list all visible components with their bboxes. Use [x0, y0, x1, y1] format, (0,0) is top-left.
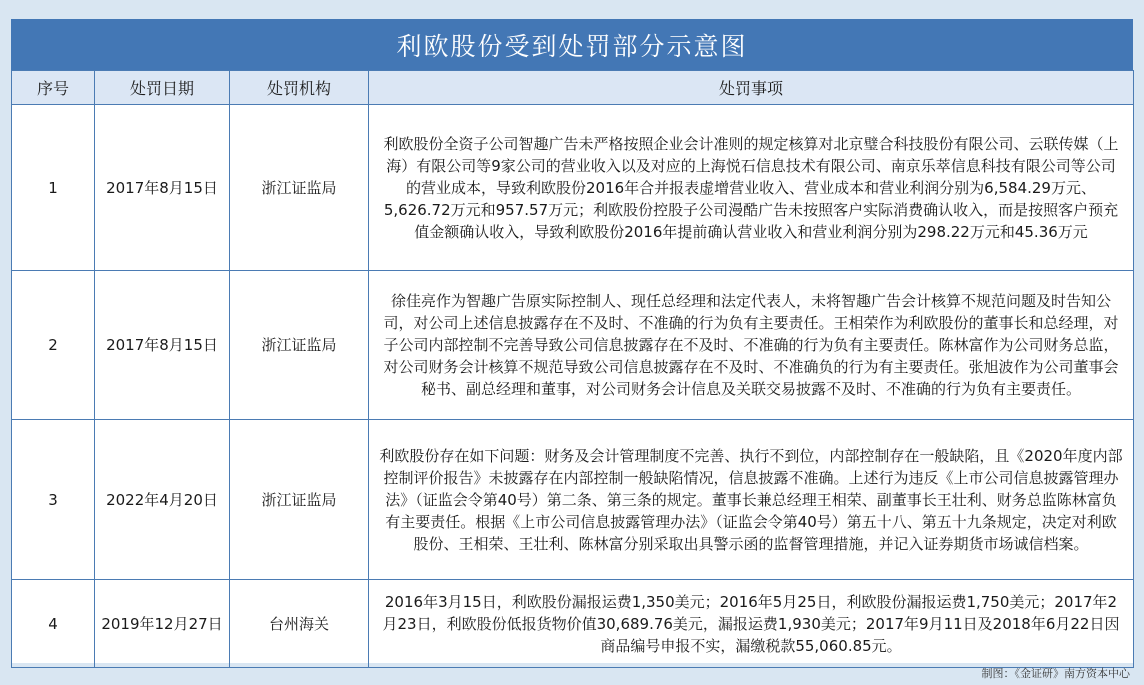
cell-no: 4	[12, 580, 95, 668]
cell-date: 2017年8月15日	[95, 271, 230, 420]
table-row	[12, 105, 1134, 271]
cell-org: 浙江证监局	[230, 105, 369, 271]
header-row	[12, 71, 1134, 105]
cell-org: 台州海关	[230, 580, 369, 668]
table-row	[12, 580, 1134, 668]
cell-org: 浙江证监局	[230, 420, 369, 580]
page-title: 利欧股份受到处罚部分示意图	[11, 19, 1133, 70]
cell-date: 2017年8月15日	[95, 105, 230, 271]
cell-org: 浙江证监局	[230, 271, 369, 420]
header-org: 处罚机构	[230, 71, 369, 105]
table-row	[12, 420, 1134, 580]
cell-no: 1	[12, 105, 95, 271]
cell-no: 3	[12, 420, 95, 580]
table-row	[12, 271, 1134, 420]
cell-detail: 利欧股份全资子公司智趣广告未严格按照企业会计准则的规定核算对北京璧合科技股份有限公司、云联传媒（上海）有限公司等9家公司的营业收入以及对应的上海悦石信息技术有限公司、南京乐萃信息科技有限公司等公司的营业成本，导致利欧股份2016年合并报表虚增营业收入、营业成本和营业利润分别为6,584.29万元、5,626.72万元和957.57万元；利欧股份控股子公司漫酷广告未按照客户实际消费确认收入，而是按照客户预充值金额确认收入，导致利欧股份2016年提前确认营业收入和营业利润分别为298.22万元和45.36万元	[369, 105, 1134, 271]
header-detail: 处罚事项	[369, 71, 1134, 105]
header-date: 处罚日期	[95, 71, 230, 105]
header-no: 序号	[12, 71, 95, 105]
cell-date: 2019年12月27日	[95, 580, 230, 668]
cell-detail: 2016年3月15日，利欧股份漏报运费1,350美元；2016年5月25日，利欧股份漏报运费1,750美元；2017年2月23日，利欧股份低报货物价值30,689.76美元，漏报运费1,930美元；2017年9月11日及2018年6月22日因商品编号申报不实，漏缴税款55,060.85元。	[369, 580, 1134, 668]
cell-no: 2	[12, 271, 95, 420]
penalty-table	[11, 70, 1134, 668]
cell-detail: 利欧股份存在如下问题：财务及会计管理制度不完善、执行不到位，内部控制存在一般缺陷，且《2020年度内部控制评价报告》未披露存在内部控制一般缺陷情况，信息披露不准确。上述行为违反《上市公司信息披露管理办法》（证监会令第40号）第二条、第三条的规定。董事长兼总经理王相荣、副董事长王壮利、财务总监陈林富负有主要责任。根据《上市公司信息披露管理办法》（证监会令第40号）第五十八、第五十九条规定，决定对利欧股份、王相荣、王壮利、陈林富分别采取出具警示函的监督管理措施，并记入证券期货市场诚信档案。	[369, 420, 1134, 580]
footer-credit: 制图：《金证研》南方资本中心	[981, 667, 1130, 680]
cell-date: 2022年4月20日	[95, 420, 230, 580]
cell-detail: 徐佳亮作为智趣广告原实际控制人、现任总经理和法定代表人，未将智趣广告会计核算不规范问题及时告知公司，对公司上述信息披露存在不及时、不准确的行为负有主要责任。王相荣作为利欧股份的董事长和总经理，对子公司内部控制不完善导致公司信息披露存在不及时、不准确的行为负有主要责任。陈林富作为公司财务总监，对公司财务会计核算不规范导致公司信息披露存在不及时、不准确负的行为有主要责任。张旭波作为公司董事会秘书、副总经理和董事，对公司财务会计信息及关联交易披露不及时、不准确的行为负有主要责任。	[369, 271, 1134, 420]
